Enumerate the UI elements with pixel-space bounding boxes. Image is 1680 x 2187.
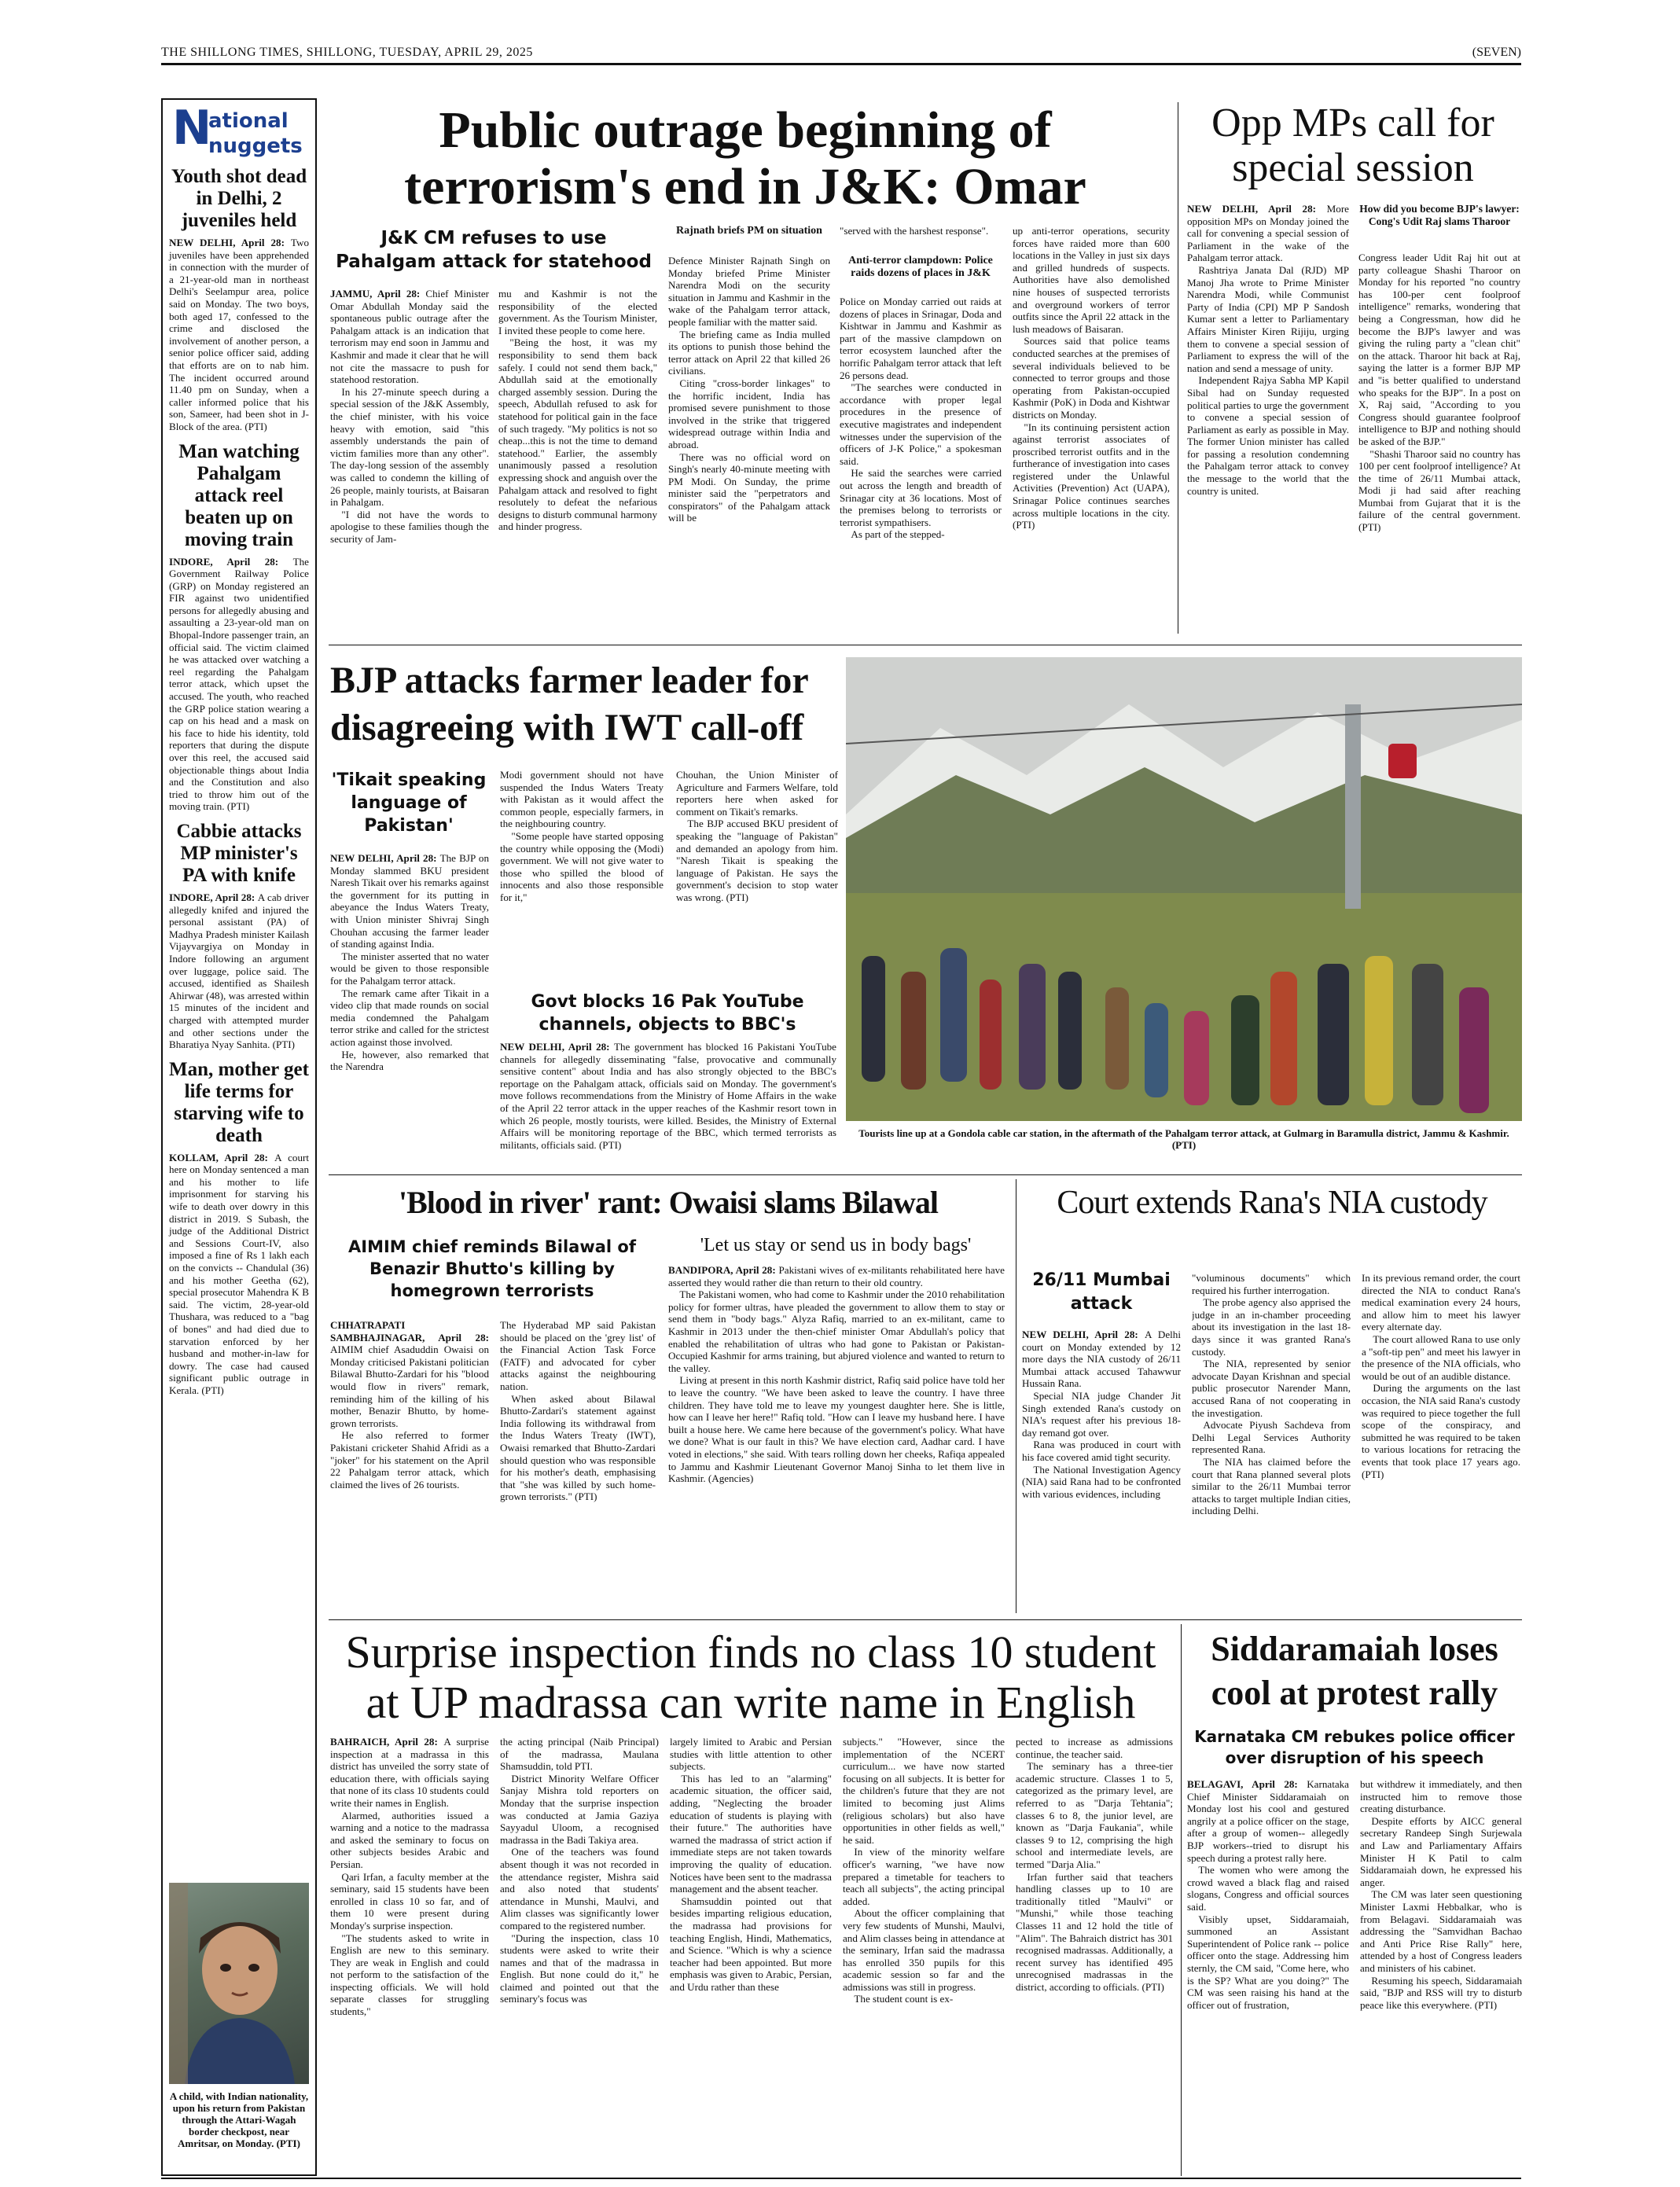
- paragraph: There was no official word on Singh's nearly 40-minute meeting with PM Modi. On Sunday, the prime minister said the "perpetrators and conspirators" of the Pahalgam attack will be: [668, 450, 830, 524]
- paragraph: The probe agency also apprised the judge in an in-chamber proceeding about its investigation in the last 18-days since it was granted Rana's custody.: [1192, 1296, 1351, 1358]
- paragraph: The NIA has claimed before the court that Rana planned several plots similar to the 26/11 Mumbai terror attacks to target multiple Indian cities, including Delhi.: [1192, 1455, 1351, 1517]
- tikait-col-2: [500, 769, 664, 989]
- siddaramaiah-col-1: [1187, 1778, 1349, 2176]
- nuggets-column: [161, 98, 317, 2176]
- tikait-col-3: [676, 769, 838, 989]
- madrasa-headline: Surprise inspection finds no class 10 student at UP madrassa can write name in English: [345, 1627, 1156, 1728]
- paragraph: The student count is ex-: [854, 1993, 954, 2005]
- header-rule: [161, 63, 1521, 65]
- paragraph: The NIA, represented by senior advocate Dayan Krishnan and special public prosecutor Narender Mann, accused Rana of not cooperating in the investigation.: [1192, 1358, 1351, 1419]
- paragraph: Shamsuddin pointed out that besides imparting religious education, the madrassa had provisions for teaching English, Hindi, Mathematics, and Science. "Which is why a science teacher had been appointed. But more emphasis was given to Arabic, Persian, and Urdu rather than these: [670, 1895, 832, 1993]
- nugget-title: Man watching Pahalgam attack reel beaten up on moving train: [178, 440, 300, 550]
- rule-3: [329, 1619, 1522, 1620]
- paragraph: The National Investigation Agency (NIA) said Rana had to be confronted with various evidences, including: [1022, 1463, 1181, 1500]
- child-photo-art: [169, 1883, 309, 2084]
- nuggets-logo: [163, 100, 315, 163]
- owaisi-col-1: [330, 1319, 489, 1613]
- nugget-text: KOLLAM, April 28: A court here on Monday sentenced a man and his mother to life imprisonment for starving his wife to death over dowry in this district in 2019. S Subash, the judge of the Additional District and Sessions Court-IV, also imposed a fine of Rs 1 lakh each on the convicts -- Chandulal (36) and his mother Geetha (62), special prosecutor Mahendra K B said. The victim, 28-year-old Thushara, was reduced to a "bag of bones" and had died due to starvation enforced by her husband and mother-in-law for dowry. The case had caused significant public outrage in Kerala. (PTI): [169, 1151, 309, 1396]
- paragraph: NEW DELHI, April 28: More opposition MPs on Monday joined the call for convening a special session of Parliament in the wake of the Pahalgam terror attack.: [1187, 203, 1349, 264]
- paragraph: Police on Monday carried out raids at dozens of places in Srinagar, Doda and Kishtwar in Jammu and Kashmir as part of the massive clampdown on terror ecosystem launched after the horrific Pahalgam terror attack that left 26 persons dead.: [840, 296, 1002, 381]
- madrasa-col-4: [843, 1736, 1005, 2176]
- madrasa-col-1: [330, 1736, 489, 2176]
- gulmarg-caption: Tourists line up at a Gondola cable car station, in the aftermath of the Pahalgam terror attack, at Gulmarg in Baramulla district, Jammu & Kashmir. (PTI): [858, 1127, 1509, 1151]
- paragraph: The remark came after Tikait in a video clip that made rounds on social media condemned the Pahalgam terror strike and called for the strictest action against those involved.: [330, 987, 489, 1048]
- paragraph: Qari Irfan, a faculty member at the seminary, said 15 students have been enrolled in class 10 so far, and of them 10 were present during Monday's surprise inspection.: [330, 1870, 489, 1932]
- opp-headline: Opp MPs call for special session: [1211, 101, 1494, 190]
- paragraph: pected to increase as admissions continue, the teacher said.: [1016, 1736, 1173, 1760]
- paragraph: Living at present in this north Kashmir district, Rafiq said police have told her to leave the country. "We have been asked to leave the country. I have three children. They have told me to leave my youngest daughter here. She is little, how can I leave her here!" Rafiq told. "How can I leave my husband here. I have built a house here. We came here because of the government's policy. What have we done? What is our fault in this? We have election card, Aadhar card. I have voted in elections," she said. With tears rolling down her cheeks, Rafiqa appealed to Jammu and Kashmir Lieutenant Governor Manoj Sinha to let them live in Kashmir. (Agencies): [668, 1374, 1005, 1485]
- paragraph: Resuming his speech, Siddaramaiah said, "BJP and RSS will try to disturb peace like this everywhere. (PTI): [1360, 1974, 1522, 2011]
- rana-col-3: [1362, 1272, 1520, 1613]
- dateline: BANDIPORA, April 28:: [668, 1264, 779, 1276]
- nugget-title: Cabbie attacks MP minister's PA with knife: [176, 820, 302, 886]
- paragraph: BELAGAVI, April 28: Karnataka Chief Minister Siddaramaiah on Monday lost his cool and gestured angrily at a police officer on the stage, after a group of women-- allegedly BJP workers--tried to disrupt his speech during a protest rally here.: [1187, 1778, 1349, 1864]
- nugget-text: INDORE, April 28: A cab driver allegedly knifed and injured the personal assistant (PA) of Madhya Pradesh minister Kailash Vijayvargiya on Monday in Indore following an argument over luggage, police said. The accused, identified as Shailesh Ahirwar (48), was arrested within 15 minutes of the incident and charged with attempted murder and other sections under the Bharatiya Nyay Sanhita. (PTI): [169, 891, 309, 1051]
- paragraph: "In its continuing persistent action against terrorist associates of proscribed terrorist outfits and in the furtherance of investigation into cases registered under the Unlawful Activities (Prevention) Act (UAPA), Srinagar Police continues searches across multiple locations in the city. (PTI): [1013, 421, 1170, 531]
- rana-subhead: 26/11 Mumbai attack: [1032, 1270, 1171, 1314]
- paragraph: but withdrew it immediately, and then instructed him to remove those creating disturbance.: [1360, 1778, 1522, 1815]
- paragraph: Despite efforts by AICC general secretary Randeep Singh Surjewala and Law and Parliamentary Affairs Minister H K Patil to calm Siddaramaiah down, he expressed his anger.: [1360, 1814, 1522, 1888]
- paragraph: Chouhan, the Union Minister of Agriculture and Farmers Welfare, told reporters here when asked for comment on Tikait's remarks.: [676, 769, 838, 818]
- youtube-text: [500, 1041, 836, 1167]
- paragraph: The seminary has a three-tier academic structure. Classes 1 to 5, categorized as the primary level, are referred to as "Darja Tehtania"; classes 6 to 8, the junior level, are known as "Darja Faukania", while classes 9 to 12, comprising the high school and intermediate levels, are termed "Darja Alia.": [1016, 1760, 1173, 1870]
- paragraph: The women who were among the crowd waved a black flag and raised slogans, Congress and official sources said.: [1187, 1864, 1349, 1913]
- paragraph: Citing "cross-border linkages" to the horrific incident, India has promised severe punishment to those involved in the strike that triggered widespread outrage within India and abroad.: [668, 377, 830, 450]
- nuggets-logo-top: ational: [208, 109, 289, 133]
- omar-subhead: J&K CM refuses to use Pahalgam attack for statehood: [336, 228, 652, 272]
- omar-headline: Public outrage beginning of terrorism's end in J&K: Omar: [404, 102, 1086, 215]
- gulmarg-photo: [846, 657, 1522, 1121]
- paragraph: The briefing came as India mulled its options to punish those behind the terror attack on April 22 that killed 26 civilians.: [668, 328, 830, 377]
- dateline: NEW DELHI, April 28:: [169, 237, 291, 248]
- tikait-subhead: 'Tikait speaking language of Pakistan': [331, 770, 487, 836]
- paragraph: "voluminous documents" which required his further interrogation.: [1192, 1272, 1351, 1296]
- paragraph: Defence Minister Rajnath Singh on Monday briefed Prime Minister Narendra Modi on the security situation in Jammu and Kashmir in the wake of the Pahalgam terror attack, people familiar with the matter said.: [668, 255, 830, 328]
- paragraph: BANDIPORA, April 28: Pakistani wives of ex-militants rehabilitated here have asserted they would rather die than return to their old country.: [668, 1264, 1005, 1288]
- bandipora-subhead: 'Let us stay or send us in body bags': [700, 1235, 972, 1255]
- dateline: BELAGAVI, April 28:: [1187, 1778, 1307, 1790]
- rana-col-1: [1022, 1329, 1181, 1613]
- owaisi-headline: 'Blood in river' rant: Owaisi slams Bilawal: [399, 1185, 938, 1220]
- paragraph: NEW DELHI, April 28: The BJP on Monday slammed BKU president Naresh Tikait over his remarks against the government for its putting in abeyance the Indus Waters Treaty, with Union minister Shivraj Singh Chouhan accusing the farmer leader of standing against India.: [330, 852, 489, 950]
- bandipora-text: [668, 1264, 1005, 1613]
- paragraph: subjects." "However, since the implementation of the NCERT curriculum... we have now started focusing on all subjects. It is better for the children's future that they are not limited to becoming just Alims (religious scholars) but also have opportunities in other fields as well," he said.: [843, 1736, 1005, 1846]
- paragraph: The Pakistani women, who had come to Kashmir under the 2010 rehabilitation policy for former ultras, have pleaded the government to allow them to stay or send them in "body bags." Alyza Rafiq, married to an ex-militant, came to Kashmir in 2013 under the then-chief minister Omar Abdullah's policy that enabled the rehabilitation of ultras who had gone to Pakistan or Pakistan-Occupied Kashmir for arms training, but abjured violence and wanted to return to the valley.: [668, 1288, 1005, 1374]
- tharoor-subhead: How did you become BJP's lawyer: Cong's Udit Raj slams Tharoor: [1359, 203, 1520, 227]
- paragraph: Congress leader Udit Raj hit out at party colleague Shashi Tharoor on Monday for his reported "no country has 100-per cent foolproof intelligence" remarks, wondering that being a Congressman, how did he become the BJP's lawyer and was giving the ruling party a "clean chit" on the attack. Tharoor hit back at Raj, saying the latter is a former BJP MP and "is better qualified to understand who speaks for the BJP". In a post on X, Raj said, "According to you Congress should guarantee foolproof intelligence to BJP and nothing should be asked of the BJP.": [1358, 252, 1520, 447]
- omar-col-5: [1013, 225, 1170, 634]
- paragraph: Special NIA judge Chander Jit Singh extended Rana's custody on NIA's request after his previous 18-day remand got over.: [1022, 1389, 1181, 1439]
- page-header: [161, 46, 1521, 63]
- paragraph: He, however, also remarked that the Narendra: [330, 1048, 489, 1073]
- paragraph: "I did not have the words to apologise to these families though the security of Jam-: [330, 508, 489, 545]
- madrasa-col-2: [500, 1736, 659, 2176]
- owaisi-col-2: [500, 1319, 656, 1613]
- nugget-title: Youth shot dead in Delhi, 2 juveniles held: [171, 166, 307, 231]
- paragraph: "Shashi Tharoor said no country has 100 per cent foolproof intelligence? At the time of 26/11 Mumbai attack, Modi ji had said after reaching Mumbai from Gujarat that it is the failure of the central government. (PTI): [1358, 447, 1520, 534]
- child-photo: [169, 1883, 309, 2084]
- paragraph: BAHRAICH, April 28: A surprise inspection at a madrassa in this district has unveiled the sorry state of education there, with officials saying that none of its class 10 students could write their names in English.: [330, 1736, 489, 1809]
- paragraph: District Minority Welfare Officer Sanjay Mishra told reporters on Monday that the surprise inspection was conducted at Jamia Gaziya Sayyadul Uloom, a recognised madrassa in the Badi Takiya area.: [500, 1772, 659, 1846]
- paragraph: The minister asserted that no water would be given to those responsible for the Pahalgam terror attack.: [330, 950, 489, 987]
- nugget-text: NEW DELHI, April 28: Two juveniles have been apprehended in connection with the murder of a 21-year-old man in northeast Delhi's Seelampur area, police said on Monday. The two boys, both aged 17, confessed to the crime and disclosed the involvement of another person, a senior police officer said, adding that efforts are on to nab him. The incident occurred around 11.40 pm on Sunday, when a caller informed police that his son, Sameer, had been shot in J-Block of the area. (PTI): [169, 237, 309, 432]
- paragraph: the acting principal (Naib Principal) of the madrassa, Maulana Shamsuddin, told PTI.: [500, 1736, 659, 1773]
- paragraph: The CM was later seen questioning Minister Laxmi Hebbalkar, who is from Belagavi. Siddaramaiah was addressing the "Samvidhan Bachao and Anti Price Rise Rally" here, attended by a host of Congress leaders and ministers of his cabinet.: [1360, 1888, 1522, 1974]
- opp-col-2: [1358, 252, 1520, 634]
- paragraph: NEW DELHI, April 28: The government has blocked 16 Pakistani YouTube channels for allegedly disseminating "false, provocative and communally sensitive content" about India and has also strongly objected to the BBC's reportage on the Pahalgam attack, officials said on Monday. The government's move follows recommendations from the Ministry of Home Affairs in the wake of the April 22 terror attack in the upper reaches of the Kashmir resort town in which 26 people, mostly tourists, were killed. Besides, the Ministry of External Affairs will be monitoring reportage of the BBC, which termed terrorists as militants, officials said. (PTI): [500, 1041, 836, 1151]
- omar-col-4a: [840, 225, 1002, 252]
- paragraph: CHHATRAPATI SAMBHAJINAGAR, April 28: AIMIM chief Asaduddin Owaisi on Monday criticised Pakistani politician Bilawal Bhutto-Zardari for his "blood would flow in rivers" remark, reminding him of the killing of his mother, Benazir Bhutto, by home-grown terrorists.: [330, 1319, 489, 1429]
- dateline: BAHRAICH, April 28:: [330, 1736, 444, 1748]
- paragraph: Rashtriya Janata Dal (RJD) MP Manoj Jha wrote to Prime Minister Narendra Modi, while Communist Party of India (CPI) MP P Sandosh Kumar sent a letter to Parliamentary Affairs Minister Kiren Rijiju, urging them to convene a special session of Parliament to express the will of the nation and send a message of unity.: [1187, 263, 1349, 374]
- paragraph: Visibly upset, Siddaramaiah, summoned an Assistant Superintendent of Police rank -- police officer onto the stage. Addressing him sternly, the CM said, "Come here, who is the SP? What are you doing?" The CM was seen raising his hand at the officer out of frustration,: [1187, 1913, 1349, 2011]
- paragraph: When asked about Bilawal Bhutto-Zardari's statement against India following its withdrawal from the Indus Waters Treaty (IWT), Owaisi remarked that Bhutto-Zardari should question who was responsible for his mother's death, emphasising that "she was killed by such home-grown terrorists." (PTI): [500, 1392, 656, 1503]
- paragraph: "Some people have started opposing the country while opposing the (Modi) government. We will not give water to those who spilled the blood of innocents and also those responsible for it,": [500, 829, 664, 903]
- footer-rule: [161, 2178, 1521, 2179]
- dateline: INDORE, April 28:: [169, 891, 258, 903]
- nuggets-logo-bottom: nuggets: [208, 134, 303, 158]
- paragraph: In its previous remand order, the court directed the NIA to conduct Rana's medical examination every 24 hours, and allow him to meet his lawyer every alternate day.: [1362, 1272, 1520, 1333]
- header-right: (SEVEN): [1472, 46, 1521, 59]
- paragraph: Rana was produced in court with his face covered amid tight security.: [1022, 1439, 1181, 1463]
- paragraph: NEW DELHI, April 28: A Delhi court on Monday extended by 12 more days the NIA custody of 26/11 Mumbai attack accused Tahawwur Hussain Rana.: [1022, 1329, 1181, 1390]
- paragraph: Sources said that police teams conducted searches at the premises of several individuals believed to be connected to terror groups and those operating from Pakistan-occupied Kashmir (PoK) in Doda and Kishtwar districts on Monday.: [1013, 335, 1170, 421]
- paragraph: "The searches were conducted in accordance with proper legal procedures in the presence of executive magistrates and independent witnesses under the supervision of the officers of J-K Police," a spokesman said.: [840, 381, 1002, 467]
- madrasa-col-5: [1016, 1736, 1173, 2176]
- dateline: NEW DELHI, April 28:: [1022, 1329, 1145, 1340]
- paragraph: "The students asked to write in English are new to this seminary. They are weak in English and could not perform to the satisfaction of the inspecting officials. We will hold separate classes for struggling students,": [330, 1932, 489, 2018]
- paragraph: The court allowed Rana to use only a "soft-tip pen" and meet his lawyer in the presence of the NIA officials, who would be out of an audible distance.: [1362, 1332, 1520, 1382]
- paragraph: This has led to an "alarming" academic situation, the officer said, adding, "Neglecting the broader education of students is playing with their future." The authorities have warned the madrassa of strict action if immediate steps are not taken towards improving the quality of education. Notices have been sent to the madrassa management and the absent teacher.: [670, 1772, 832, 1895]
- dateline: CHHATRAPATI SAMBHAJINAGAR, April 28:: [330, 1319, 489, 1343]
- clampdown-subhead: Anti-terror clampdown: Police raids dozens of places in J&K: [848, 255, 993, 279]
- paragraph: mu and Kashmir is not the responsibility of the elected government. As the Tourism Minister, I invited these people to come here.: [498, 288, 657, 336]
- paragraph: As part of the stepped-: [851, 528, 945, 541]
- nugget-item: [169, 441, 309, 813]
- paragraph: Advocate Piyush Sachdeva from Delhi Legal Services Authority represented Rana.: [1192, 1419, 1351, 1456]
- paragraph: up anti-terror operations, security forces have raided more than 600 locations in the Valley in just six days and grilled hundreds of suspects. Authorities have also demolished nine houses of suspected terrorists and overground workers of terror outfits since the April 22 attack in the lush meadows of Baisaran.: [1013, 225, 1170, 335]
- dateline: NEW DELHI, April 28:: [1187, 203, 1327, 215]
- paragraph: The BJP accused BKU president of speaking the "language of Pakistan" and demanded an apology from him. "Naresh Tikait is speaking the language of Pakistan. He says the government's decision to stop water was wrong. (PTI): [676, 818, 838, 903]
- madrasa-sidd-divider: [1181, 1624, 1182, 2176]
- paragraph: "Being the host, it was my responsibility to send them back safely. I could not send them back," Abdullah said at the emotionally charged assembly session. During the speech, Abdullah refused to ask for statehood for political gain in the face of such tragedy. "My politics is not so cheap...this is not the time to demand statehood." Earlier, the assembly unanimously passed a resolution expressing shock and anguish over the Pahalgam attack and resolved to fight resolutely to defeat the nefarious designs to disturb communal harmony and hinder progress.: [498, 336, 657, 533]
- dateline: INDORE, April 28:: [169, 555, 293, 568]
- omar-col-3: [668, 255, 830, 634]
- gulmarg-photo-art: [846, 657, 1522, 1121]
- paragraph: JAMMU, April 28: Chief Minister Omar Abdullah Monday said the spontaneous public outrage after the Pahalgam attack is an indication that terrorism may end soon in Jammu and Kashmir and made it clear that he will not cite the massacre to push for statehood restoration.: [330, 288, 489, 386]
- paragraph: In his 27-minute speech during a special session of the J&K Assembly, the chief minister, with his voice heavy with emotion, said "this assembly understands the pain of victim families more than any other". The day-long session of the assembly was called to condemn the killing of 26 people, mainly tourists, at Baisaran in Pahalgam.: [330, 385, 489, 509]
- paragraph: During the arguments on the last occasion, the NIA said Rana's custody was required to piece together the full scope of the conspiracy, and submitted he was required to be taken to various locations for retracing the events that took place 17 years ago. (PTI): [1362, 1382, 1520, 1480]
- paragraph: Irfan further said that teachers handling classes up to 10 are traditionally titled "Maulvi" or "Munshi," while those teaching Classes 11 and 12 hold the title of "Alim". The Bahraich district has 301 recognised madrassas. Additionally, a recent survey has identified 495 unrecognised madrassas in the district, according to officials. (PTI): [1016, 1870, 1173, 1993]
- omar-col-4: [840, 296, 1002, 634]
- nugget-item: [169, 821, 309, 1051]
- rana-col-2: [1192, 1272, 1351, 1613]
- paragraph: largely limited to Arabic and Persian studies with little attention to other subjects.: [670, 1736, 832, 1773]
- nuggets-list: [163, 166, 315, 1397]
- nugget-text: INDORE, April 28: The Government Railway Police (GRP) on Monday registered an FIR against two unidentified persons for allegedly abusing and assaulting a 23-year-old man on Bhopal-Indore passenger train, an official said. The victim claimed he was attacked over watching a reel regarding the Pahalgam terror attack, which upset the accused. The youth, who reached the GRP police station wearing a cap on his head and a mask on his face to hide his identity, told reporters that during the dispute over this reel, the accused said objectionable things about India and the Constitution and also tried to throw him out of the moving train. (PTI): [169, 555, 309, 813]
- header-left: THE SHILLONG TIMES, SHILLONG, TUESDAY, APRIL 29, 2025: [161, 46, 533, 59]
- paragraph: About the officer complaining that very few students of Munshi, Maulvi, and Alim classes being in attendance at the seminary, Irfan said the madrassa has enrolled 350 pupils for this academic session so far and the admissions was still in progress.: [843, 1907, 1005, 1993]
- owaisi-subhead: AIMIM chief reminds Bilawal of Benazir Bhutto's killing by homegrown terrorists: [348, 1237, 636, 1300]
- paragraph: Independent Rajya Sabha MP Kapil Sibal had on Sunday requested political parties to urge the government to convene a special session of Parliament as early as possible in May. The former Union minister has called for passing a resolution condemning the Pahalgam terror attack to convey the message to the world that the country is united.: [1187, 374, 1349, 497]
- paragraph: Alarmed, authorities issued a warning and a notice to the madrassa and asked the seminary to focus on other subjects besides Arabic and Persian.: [330, 1809, 489, 1870]
- madrasa-col-3: [670, 1736, 832, 2176]
- paragraph: "During the inspection, class 10 students were asked to write their names and that of the madrassa in English. But none could do it," he claimed and pointed out that the seminary's focus was: [500, 1932, 659, 2005]
- paragraph: In view of the minority welfare officer's warning, "we have now prepared a timetable for teachers to teach all subjects", the acting principal added.: [843, 1846, 1005, 1907]
- dateline: JAMMU, April 28:: [330, 288, 426, 300]
- rana-headline: Court extends Rana's NIA custody: [1057, 1185, 1487, 1221]
- nugget-item: [169, 1059, 309, 1397]
- paragraph: He also referred to former Pakistani cricketer Shahid Afridi as a "joker" for his statement on the April 22 Pahalgam terror attack, which claimed the lives of 26 tourists.: [330, 1429, 489, 1490]
- dateline: KOLLAM, April 28:: [169, 1151, 275, 1163]
- nugget-title: Man, mother get life terms for starving wife to death: [169, 1058, 309, 1146]
- child-photo-caption: A child, with Indian nationality, upon his return from Pakistan through the Attari-Wagah border checkpost, near Amritsar, on Monday. (PTI): [169, 2090, 309, 2149]
- paragraph: Modi government should not have suspended the Indus Waters Treaty with Pakistan as it would affect the common people, especially farmers, in the neighbouring country.: [500, 769, 664, 830]
- youtube-headline: Govt blocks 16 Pak YouTube channels, objects to BBC's: [531, 992, 804, 1035]
- paragraph: "served with the harshest response".: [840, 225, 989, 237]
- rajnath-subhead: Rajnath briefs PM on situation: [676, 225, 822, 237]
- paragraph: He said the searches were carried out across the length and breadth of Srinagar city at 36 locations. Most of the premises belong to terrorists or terrorist sympathisers.: [840, 467, 1002, 528]
- rule-2: [329, 1174, 1522, 1175]
- siddaramaiah-headline: Siddaramaiah loses cool at protest rally: [1211, 1630, 1498, 1712]
- omar-col-2: [498, 288, 657, 634]
- nugget-item: [169, 166, 309, 433]
- opp-col-1: [1187, 203, 1349, 634]
- paragraph: One of the teachers was found absent though it was not recorded in the attendance register, Mishra said and also noted that students' attendance in Munshi, Maulvi, and Alim classes was significantly lower compared to the registered number.: [500, 1846, 659, 1932]
- siddaramaiah-subhead: Karnataka CM rebukes police officer over disruption of his speech: [1194, 1727, 1515, 1767]
- dateline: NEW DELHI, April 28:: [500, 1041, 614, 1053]
- tikait-headline: BJP attacks farmer leader for disagreeing with IWT call-off: [330, 660, 808, 748]
- nuggets-logo-n: N: [172, 101, 212, 156]
- paragraph: The Hyderabad MP said Pakistan should be placed on the 'grey list' of the Financial Action Task Force (FATF) and advocated for cyber attacks against the neighbouring nation.: [500, 1319, 656, 1392]
- dateline: NEW DELHI, April 28:: [330, 852, 440, 864]
- omar-col-1: [330, 288, 489, 634]
- tikait-col-1: [330, 852, 489, 1167]
- siddaramaiah-col-2: [1360, 1778, 1522, 2176]
